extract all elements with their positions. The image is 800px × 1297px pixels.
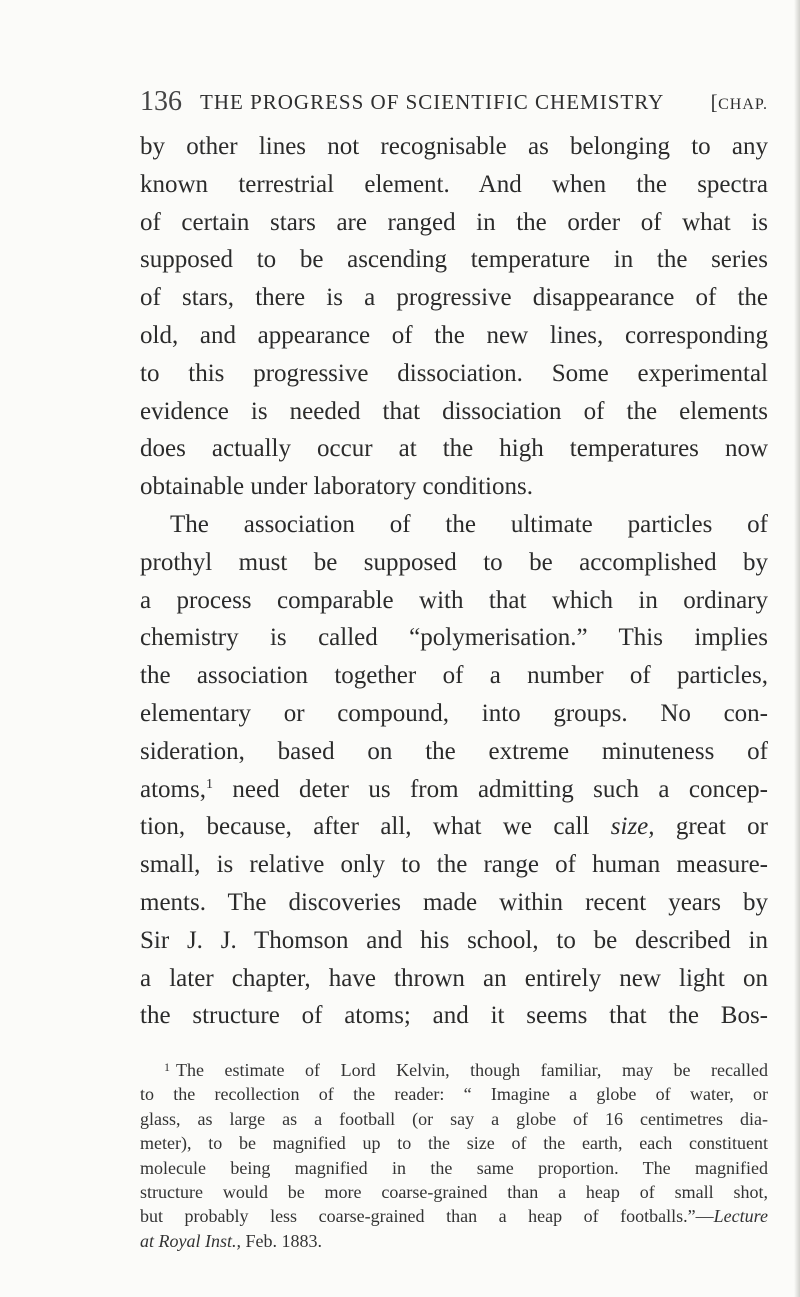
text-line: Sir J. J. Thomson and his school, to be described in xyxy=(140,926,768,954)
footnote-text: The estimate of Lord Kelvin, though familiar, may be recalled xyxy=(176,1060,768,1080)
footnote-date: Feb. 1883. xyxy=(245,1230,322,1251)
footnote-number: 1 xyxy=(164,1060,170,1074)
footnote-line: meter), to be magnified up to the size of the earth, each constituent xyxy=(140,1133,768,1154)
footnote-line: molecule being magnified in the same proportion. The magnified xyxy=(140,1157,768,1178)
text-line: obtainable under laboratory conditions. xyxy=(140,473,533,501)
paragraph-start-line: The association of the ultimate particles of xyxy=(170,510,768,538)
text-line: chemistry is called “polymerisation.” This implies xyxy=(140,624,768,652)
footnote-reference[interactable]: 1 xyxy=(205,776,213,792)
footnote-citation-italic: Lecture xyxy=(713,1206,768,1227)
chapter-marker xyxy=(711,90,768,115)
footnote-line: structure would be more coarse-grained than a heap of small shot, xyxy=(140,1181,768,1202)
italic-size-word: size, xyxy=(610,813,655,841)
text-line: to this progressive dissociation. Some experimental xyxy=(140,359,768,387)
text-line: the structure of atoms; and it seems that the Bos- xyxy=(140,1002,768,1030)
text-line: ments. The discoveries made within recent years by xyxy=(140,888,768,916)
chapter-bracket: [ xyxy=(710,90,719,114)
footnote-text: but probably less coarse-grained than a heap of footballs.”— xyxy=(140,1206,714,1227)
page-edge-shadow xyxy=(794,0,800,1297)
text-line-with-footnote-ref xyxy=(140,771,768,809)
footnote-line xyxy=(140,1204,768,1228)
footnote-line xyxy=(140,1058,768,1082)
text-line: small, is relative only to the range of human measure- xyxy=(140,851,768,879)
body-text xyxy=(140,128,768,1035)
footnote xyxy=(140,1058,768,1253)
text-fragment: tion, because, after all, what we call xyxy=(140,813,590,841)
text-line: elementary or compound, into groups. No con- xyxy=(140,699,768,727)
text-line: a process comparable with that which in ordinary xyxy=(140,586,768,614)
text-line: supposed to be ascending temperature in the series xyxy=(140,246,768,274)
text-line: a later chapter, have thrown an entirely new light on xyxy=(140,964,768,992)
text-fragment: great or xyxy=(675,813,768,841)
text-line: known terrestrial element. And when the spectra xyxy=(140,170,768,198)
text-line: does actually occur at the high temperatures now xyxy=(140,435,768,463)
text-line: sideration, based on the extreme minuteness of xyxy=(140,737,768,765)
footnote-citation-italic: at Royal Inst., xyxy=(140,1230,241,1251)
text-line: the association together of a number of particles, xyxy=(140,662,768,690)
atoms-word: atoms, xyxy=(140,775,206,803)
text-line: by other lines not recognisable as belonging to any xyxy=(140,133,768,160)
text-line: evidence is needed that dissociation of the elements xyxy=(140,397,768,425)
text-line: prothyl must be supposed to be accomplished by xyxy=(140,548,768,576)
chapter-label: CHAP. xyxy=(718,96,768,113)
footnote-line: glass, as large as a football (or say a globe of 16 centimetres dia- xyxy=(140,1108,768,1129)
text-fragment: need deter us from admitting such a concep- xyxy=(232,775,769,803)
footnote-line xyxy=(140,1229,768,1253)
page-number: 136 xyxy=(140,86,182,117)
text-line: old, and appearance of the new lines, corresponding xyxy=(140,321,768,349)
text-line-with-italic xyxy=(140,808,768,846)
text-line: of certain stars are ranged in the order of what is xyxy=(140,208,768,236)
text-line: of stars, there is a progressive disappearance of the xyxy=(140,284,768,312)
running-header xyxy=(140,86,768,122)
running-head-title: THE PROGRESS OF SCIENTIFIC CHEMISTRY xyxy=(200,90,665,114)
footnote-line: to the recollection of the reader: “ Imagine a globe of water, or xyxy=(140,1084,768,1105)
